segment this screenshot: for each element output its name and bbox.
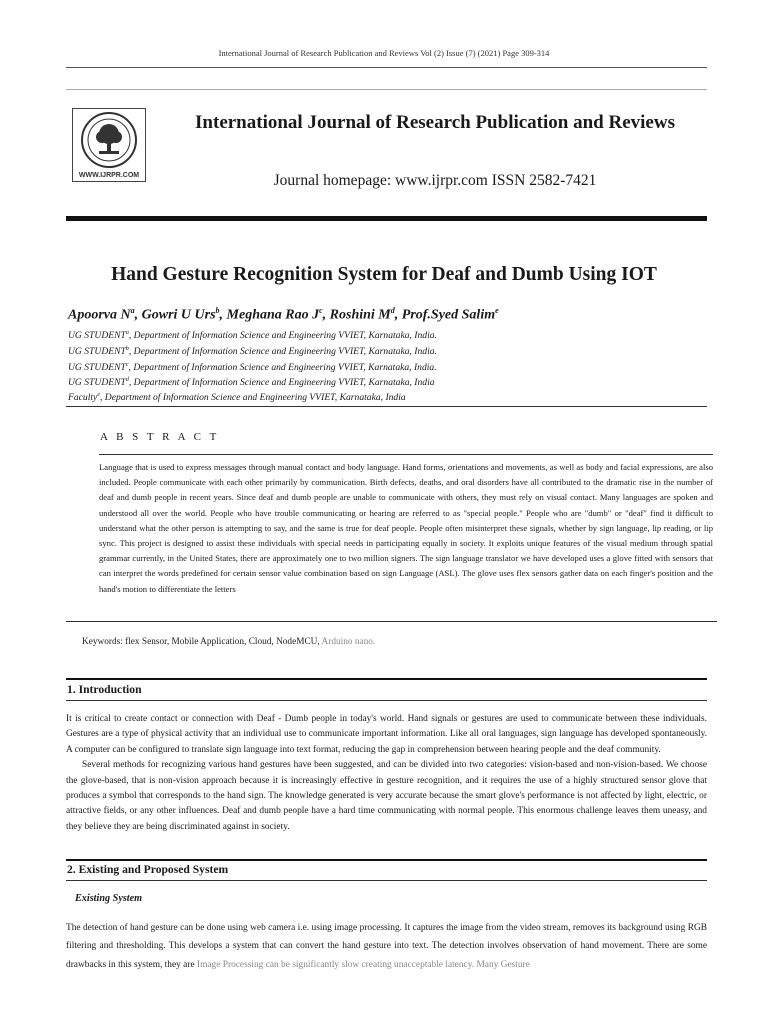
journal-logo <box>72 108 146 182</box>
section-body <box>66 712 707 835</box>
header-rule <box>66 67 707 68</box>
paragraph-tail: Image Processing can be significantly slow creating unacceptable latency. Many Gesture <box>196 959 530 970</box>
affiliation-line: UG STUDENT$^c$, Department of Information Science and Engineering VVIET, Karnataka, India. <box>68 362 437 374</box>
author-name: Prof.Syed Salim <box>401 307 496 323</box>
affiliation-line: UG STUDENT$^d$, Department of Information Science and Engineering VVIET, Karnataka, India <box>68 377 435 389</box>
section-rule <box>66 880 707 881</box>
affiliation-rule <box>66 406 707 407</box>
author-name: Roshini M <box>329 307 391 323</box>
section-rule <box>66 859 707 861</box>
affiliation-line: Faculty$^e$, Department of Information Science and Engineering VVIET, Karnataka, India <box>68 392 406 404</box>
abstract-text: Language that is used to express messages through manual contact and body language. Hand forms, orientations and movements, as well as body and facial expressions, are also included. People communicate with each other primarily by communication. Birth defects, deaths, and oral disorders have all contributed to the dramatic rise in the number of deaf and dumb people in recent years. Since deaf and dumb people are unable to communicate with others, they must rely on visual contact. Many languages are spoken and understood all over the world. People who have trouble communicating or hearing are referred to as "special people." People who are "dumb" or "deaf" find it difficult to understand what the other person is attempting to say, and the same is true for deaf people. People often misinterpret these signals, whether by sign language, lip reading, or lip sync. This project is designed to assist these individuals with special needs in participating equally in society. It exploits unique features of the visual medium through spatial grammar currently, in the United States, there are approximately one to two million signers. The sign language translator we have developed uses a glove fitted with sensors that can interpret the words predefined for certain sensor value combination based on sign Language (ASL). The glove uses flex sensors gather data on each finger's position and the hand's motion to differentiate the letters <box>99 462 713 594</box>
abstract-top-rule <box>99 454 713 455</box>
author-name: Gowri U Urs <box>141 307 216 323</box>
author-name: Meghana Rao J <box>226 307 320 323</box>
affiliation-line: UG STUDENT$^b$, Department of Information Science and Engineering VVIET, Karnataka, India. <box>68 346 437 358</box>
section-rule <box>66 700 707 701</box>
section-heading: 2. Existing and Proposed System <box>67 863 229 876</box>
tree-seal-icon <box>73 109 145 171</box>
keywords: Keywords: flex Sensor, Mobile Application, Cloud, NodeMCU, Arduino nano. <box>82 637 376 647</box>
paragraph: Several methods for recognizing various hand gestures have been suggested, and can be divided into two categories: vision-based and non-vision-based. We choose the glove-based, that is non-vision approach because it is increasingly effective in gesture recognition, and it requires the use of a highly structured sensor glove that produces a symbol that corresponds to the hand sign. The knowledge generated is very accurate because the smart glove's performance is not affected by light, electric, or attractive fields, or any other influences. Deaf and dumb people have a hard time communicating with normal people. This enormous challenge leaves them uneasy, and they believe they are being discriminated against in society. <box>66 760 707 832</box>
subsection-heading: Existing System <box>75 893 143 904</box>
abstract-heading: A B S T R A C T <box>100 431 220 443</box>
affiliation-line: UG STUDENT$^a$, Department of Information Science and Engineering VVIET, Karnataka, India. <box>68 330 437 342</box>
journal-homepage: Journal homepage: www.ijrpr.com ISSN 2582-7421 <box>273 172 597 189</box>
section-rule <box>66 678 707 680</box>
paragraph: It is critical to create contact or connection with Deaf - Dumb people in today's world. Hand signals or gestures are used to communicate between these individuals. Gestures are a type of physical activity that an individual use to communicate important information. Like all oral languages, sign language has developed spontaneously. A computer can be configured to translate sign language into text format, reducing the gap in comprehension between hearing people and the deaf community. <box>66 714 707 755</box>
logo-caption: WWW.IJRPR.COM <box>78 172 140 179</box>
author-name: Apoorva N <box>68 307 131 323</box>
masthead-top-rule <box>66 89 707 90</box>
running-header: International Journal of Research Publication and Reviews Vol (2) Issue (7) (2021) Page 309-314 <box>218 48 550 58</box>
abstract-bottom-rule <box>66 621 717 622</box>
section-body <box>66 919 707 974</box>
journal-title: International Journal of Research Publication and Reviews <box>195 112 675 133</box>
paragraph: The detection of hand gesture can be done using web camera i.e. using image processing. It captures the image from the video stream, removes its background using RGB filtering and thresholding. This develops a system that can convert the hand gesture into text. The detection involves observation of hand movement. There are some drawbacks in this system, they are <box>66 923 707 970</box>
masthead-thick-rule <box>66 216 707 221</box>
section-heading: 1. Introduction <box>67 683 142 696</box>
paper-title: Hand Gesture Recognition System for Deaf and Dumb Using IOT <box>111 264 657 285</box>
author-list: Apoorva $N^a$, Gowri U Urs$^b$, Meghana Rao $J^c$, Roshini $M^d$, Prof.Syed Salim$^e$ <box>68 306 499 323</box>
